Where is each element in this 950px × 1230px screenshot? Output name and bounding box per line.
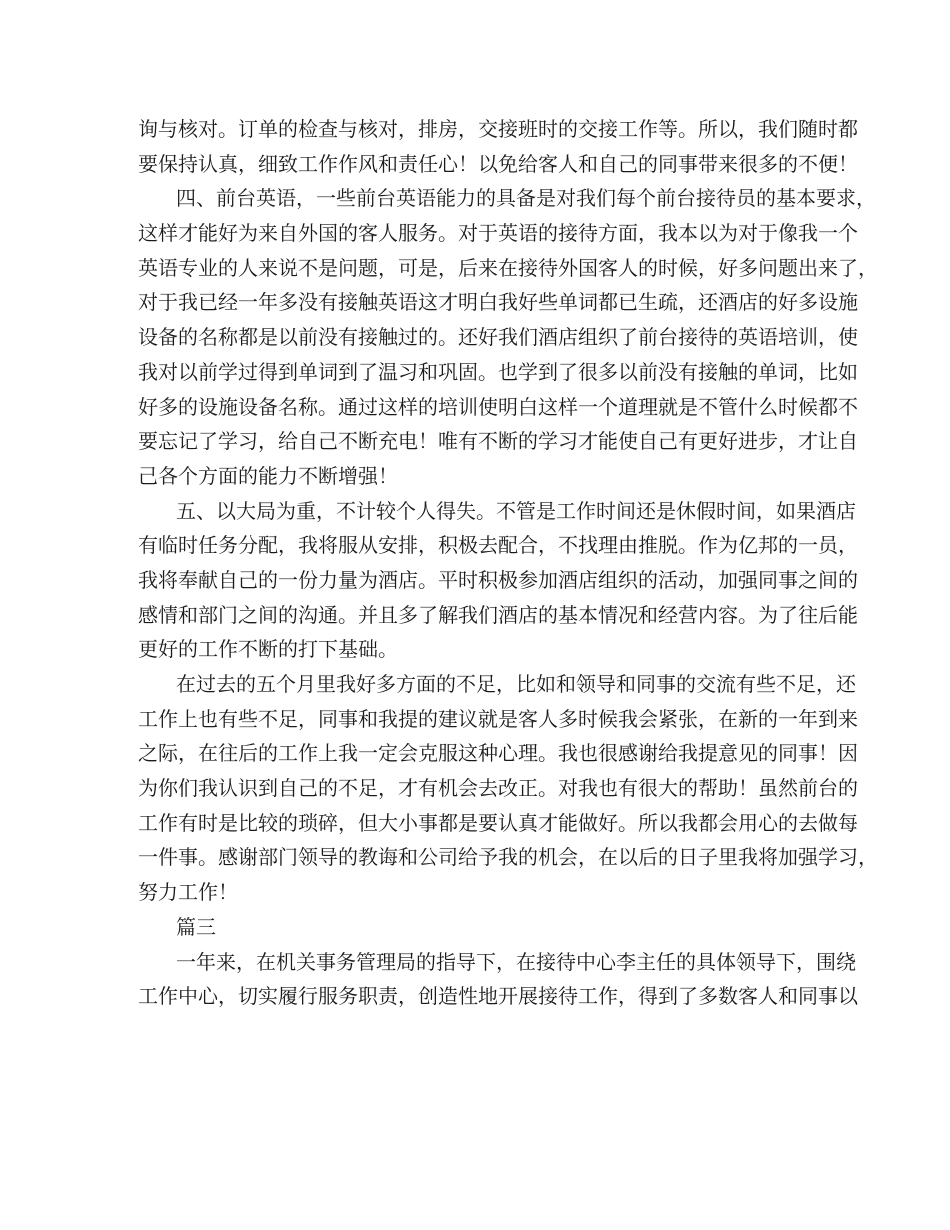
text-line: 我对以前学过得到单词到了温习和巩固。也学到了很多以前没有接触的单词，比如 xyxy=(138,359,858,384)
paragraph-start-line: 四、前台英语，一些前台英语能力的具备是对我们每个前台接待员的基本要求， xyxy=(176,186,876,211)
text-line: 我将奉献自己的一份力量为酒店。平时积极参加酒店组织的活动，加强同事之间的 xyxy=(138,567,858,592)
text-line: 好多的设施设备名称。通过这样的培训使明白这样一个道理就是不管什么时候都不 xyxy=(138,394,858,419)
text-line: 有临时任务分配，我将服从安排，积极去配合，不找理由推脱。作为亿邦的一员， xyxy=(138,533,858,558)
text-line: 为你们我认识到自己的不足，才有机会去改正。对我也有很大的帮助！虽然前台的 xyxy=(138,776,858,801)
text-line: 工作有时是比较的琐碎，但大小事都是要认真才能做好。所以我都会用心的去做每 xyxy=(138,810,858,835)
text-line: 工作中心，切实履行服务职责，创造性地开展接待工作，得到了多数客人和同事以 xyxy=(138,984,858,1009)
document-body xyxy=(138,112,878,1014)
text-line: 英语专业的人来说不是问题，可是，后来在接待外国客人的时候，好多问题出来了， xyxy=(138,255,878,280)
paragraph-start-line: 在过去的五个月里我好多方面的不足，比如和领导和同事的交流有些不足，还 xyxy=(176,672,856,696)
text-line: 之际，在往后的工作上我一定会克服这种心理。我也很感谢给我提意见的同事！因 xyxy=(138,741,858,766)
text-line: 要忘记了学习，给自己不断充电！唯有不断的学习才能使自己有更好进步，才让自 xyxy=(138,429,858,454)
text-line: 要保持认真，细致工作作风和责任心！以免给客人和自己的同事带来很多的不便！ xyxy=(138,151,858,176)
text-line: 设备的名称都是以前没有接触过的。还好我们酒店组织了前台接待的英语培训，使 xyxy=(138,325,858,350)
paragraph-end-line: 更好的工作不断的打下基础。 xyxy=(138,637,398,662)
paragraph-end-line: 己各个方面的能力不断增强！ xyxy=(138,463,398,488)
section-heading: 篇三 xyxy=(176,914,216,939)
text-line: 一件事。感谢部门领导的教诲和公司给予我的机会，在以后的日子里我将加强学习， xyxy=(138,845,878,870)
paragraph-end-line: 努力工作！ xyxy=(138,880,238,905)
text-line: 对于我已经一年多没有接触英语这才明白我好些单词都已生疏，还酒店的好多设施 xyxy=(138,290,858,315)
paragraph-start-line: 五、以大局为重，不计较个人得失。不管是工作时间还是休假时间，如果酒店 xyxy=(176,498,856,523)
text-line: 感情和部门之间的沟通。并且多了解我们酒店的基本情况和经营内容。为了往后能 xyxy=(138,602,858,627)
text-line: 工作上也有些不足，同事和我提的建议就是客人多时候我会紧张，在新的一年到来 xyxy=(138,706,858,731)
text-line: 这样才能好为来自外国的客人服务。对于英语的接待方面，我本以为对于像我一个 xyxy=(138,221,858,246)
paragraph-start-line: 一年来，在机关事务管理局的指导下，在接待中心李主任的具体领导下，围绕 xyxy=(176,949,856,974)
text-line: 询与核对。订单的检查与核对，排房，交接班时的交接工作等。所以，我们随时都 xyxy=(138,117,858,141)
